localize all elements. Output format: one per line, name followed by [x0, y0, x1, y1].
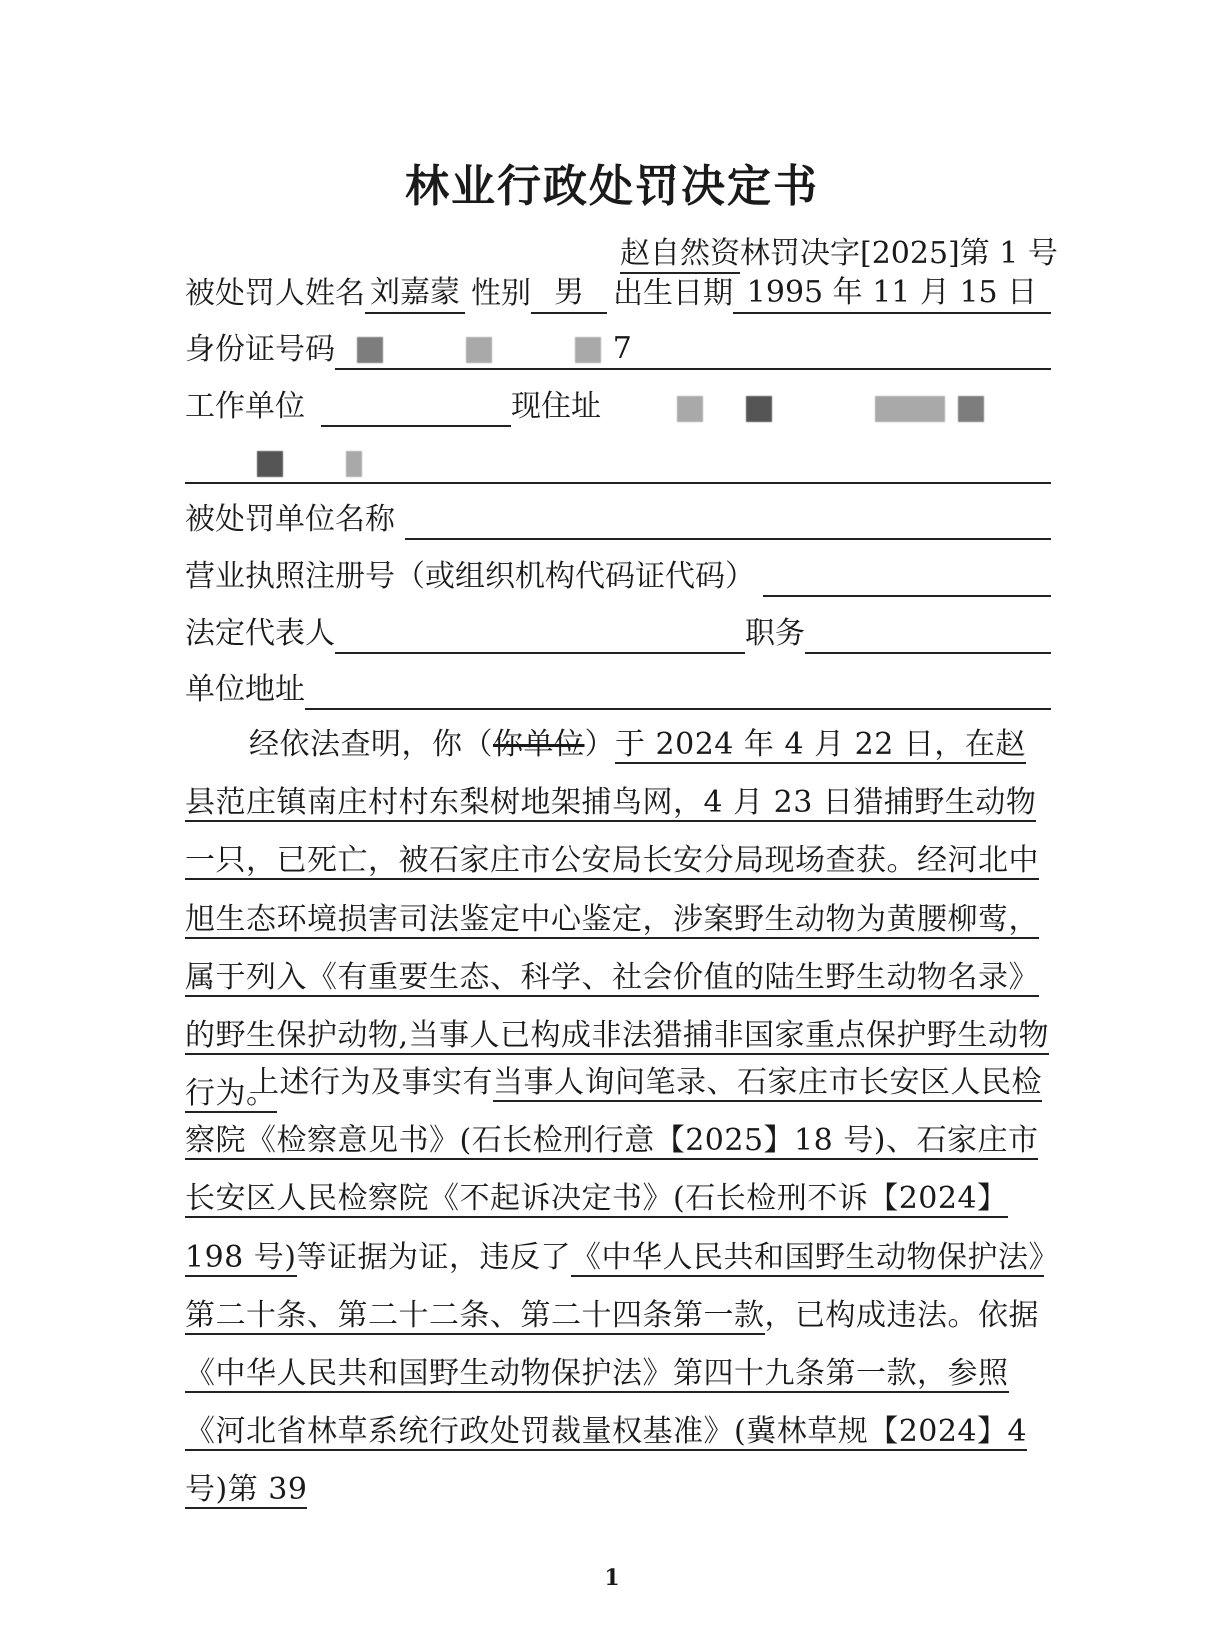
redaction-mark: [357, 337, 383, 363]
redaction-mark: [958, 396, 984, 422]
position-label: 职务: [745, 616, 805, 651]
redaction-mark: [257, 451, 283, 477]
violated-law: 《中华人民共和国野生动物保护法》第二十条、第二十二条、第二十四条第一款: [185, 1239, 1045, 1333]
name-value: 刘嘉蒙: [365, 274, 465, 314]
findings-lead: 经依法查明，你（: [249, 727, 493, 762]
evidence-lead: 上述行为及事实有: [249, 1065, 493, 1100]
address-value: [601, 389, 1051, 427]
representative-label: 法定代表人: [185, 616, 335, 651]
address-label: 现住址: [511, 389, 601, 424]
findings-body: 于 2024 年 4 月 22 日，在赵县范庄镇南庄村村东梨树地架捕鸟网，4 月 23 日猎捕野生动物一只，已死亡，被石家庄市公安局长安分局现场查获。经河北中旭生态环境损害司法鉴定中心鉴定，涉案野生动物为黄腰柳莺，属于列入《有重要生态、科学、社会价值的陆生野生动物名录》的野生保护动物,当事人已构成非法猎捕非国家重点保护野生动物行为。: [185, 727, 1050, 1112]
id-row: [185, 326, 1051, 370]
unit-name-value: [405, 500, 1051, 540]
gender-label: 性别: [471, 276, 531, 311]
license-label: 营业执照注册号（或组织机构代码证代码）: [185, 559, 755, 594]
position-value: [805, 614, 1051, 654]
struck-unit: 你单位: [493, 727, 585, 762]
birth-label: 出生日期: [613, 276, 733, 311]
gender-value: 男: [531, 274, 607, 314]
evidence-list: 当事人询问笔录、石家庄市长安区人民检察院《检察意见书》(石长检刑行意【2025】18 号)、石家庄市长安区人民检察院《不起诉决定书》(石长检刑不诉【2024】198 号): [185, 1065, 1042, 1275]
evidence-paragraph: [185, 1054, 1055, 1520]
redaction-mark: [677, 396, 703, 422]
address-continued-row: [185, 440, 1051, 484]
id-tail: 7: [612, 331, 632, 366]
name-label: 被处罚人姓名: [185, 276, 365, 311]
work-value: [321, 387, 511, 427]
address-continued-value: [185, 444, 1051, 484]
id-value: [335, 330, 1051, 370]
findings-close: ）: [584, 727, 615, 762]
redaction-mark: [466, 337, 492, 363]
document-number-rest: 林罚决字[2025]第 1 号: [740, 236, 1058, 271]
evidence-mid2: ，已构成违法。依据: [764, 1297, 1039, 1333]
unit-name-label: 被处罚单位名称: [185, 502, 395, 537]
page-number: 1: [604, 1565, 620, 1591]
redaction-mark: [875, 396, 945, 422]
unit-name-row: [185, 496, 1051, 540]
redaction-mark: [746, 396, 772, 422]
basis-law: 《中华人民共和国野生动物保护法》第四十九条第一款，参照《河北省林草系统行政处罚裁量权基准》(冀林草规【2024】4 号)第 39: [185, 1356, 1028, 1508]
redaction-mark: [346, 451, 362, 477]
work-address-row: [185, 383, 1051, 427]
representative-value: [335, 614, 745, 654]
id-label: 身份证号码: [185, 332, 335, 367]
document-title: 林业行政处罚决定书: [405, 161, 819, 212]
license-row: [185, 553, 1051, 597]
person-basic-row: [185, 270, 1051, 314]
unit-address-label: 单位地址: [185, 672, 305, 707]
unit-address-value: [305, 670, 1051, 710]
document-number-prefix: 赵自然资: [620, 236, 740, 274]
evidence-mid: 等证据为证，违反了: [296, 1239, 572, 1275]
redaction-mark: [575, 337, 601, 363]
birth-value: 1995 年 11 月 15 日: [733, 274, 1051, 314]
work-label: 工作单位: [185, 389, 305, 424]
unit-address-row: [185, 666, 1051, 710]
document-number: [620, 228, 1058, 272]
license-value: [763, 557, 1051, 597]
representative-row: [185, 610, 1051, 654]
